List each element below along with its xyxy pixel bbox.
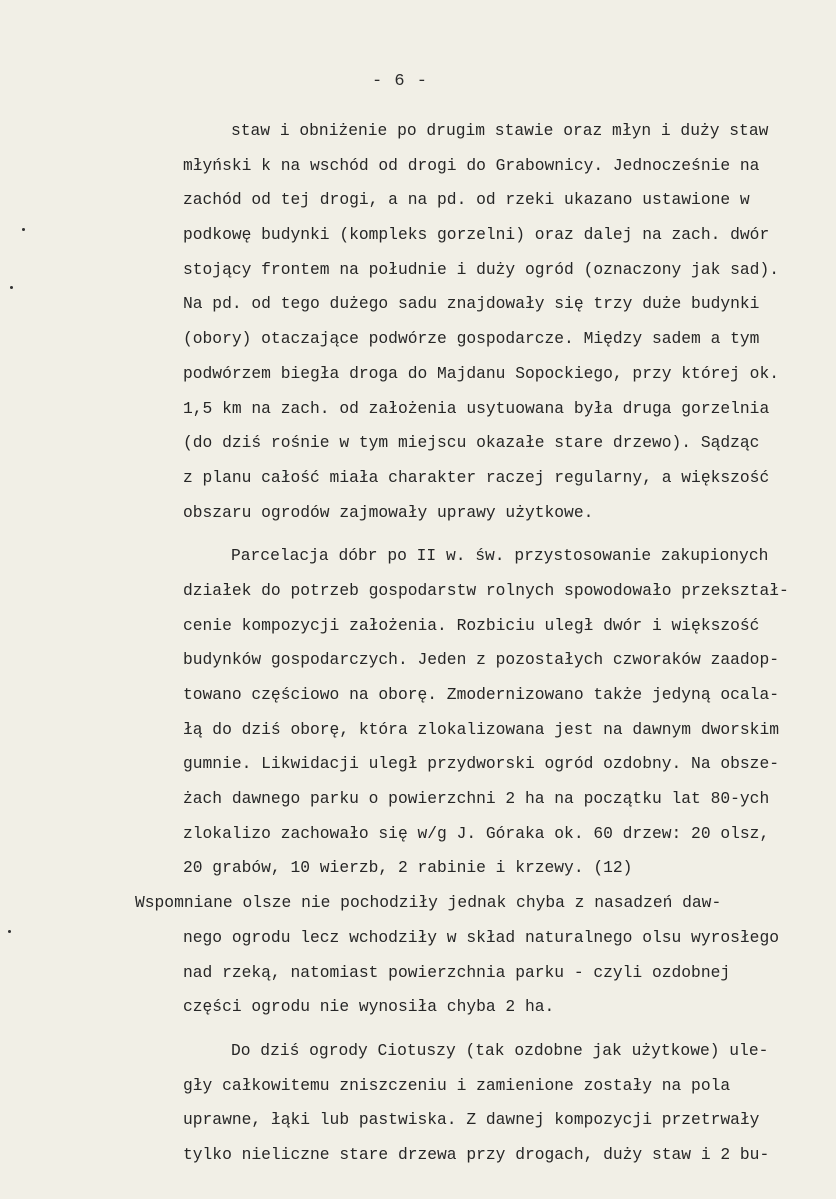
text-line: gły całkowitemu zniszczeniu i zamienione zostały na pola	[183, 1075, 731, 1095]
text-line: (obory) otaczające podwórze gospodarcze. Między sadem a tym	[183, 329, 760, 349]
text-line: z planu całość miała charakter raczej regularny, a większość	[183, 467, 770, 487]
text-line: młyński k na wschód od drogi do Grabownicy. Jednocześnie na	[183, 155, 760, 175]
text-line: łą do dziś oborę, która zlokalizowana jest na dawnym dworskim	[183, 719, 779, 739]
page-number: - 6 -	[371, 72, 428, 91]
margin-mark	[10, 286, 13, 289]
text-line: nego ogrodu lecz wchodziły w skład naturalnego olsu wyrosłego	[183, 927, 779, 947]
text-line: żach dawnego parku o powierzchni 2 ha na początku lat 80-ych	[183, 789, 770, 809]
text-line: tylko nieliczne stare drzewa przy drogach, duży staw i 2 bu-	[183, 1144, 770, 1164]
paragraph	[135, 539, 823, 1025]
margin-mark	[22, 228, 25, 231]
text-line: staw i obniżenie po drugim stawie oraz młyn i duży staw	[231, 121, 769, 140]
document-body	[135, 114, 823, 1173]
text-line: działek do potrzeb gospodarstw rolnych spowodowało przekształ-	[183, 580, 789, 600]
margin-mark	[8, 930, 11, 933]
text-line: Parcelacja dóbr po II w. św. przystosowanie zakupionych	[231, 546, 769, 566]
text-line: cenie kompozycji założenia. Rozbiciu uległ dwór i większość	[183, 615, 760, 635]
text-line: stojący frontem na południe i duży ogród (oznaczony jak sad).	[183, 259, 779, 279]
text-line: podkowę budynki (kompleks gorzelni) oraz dalej na zach. dwór	[183, 225, 770, 245]
text-line: nad rzeką, natomiast powierzchnia parku - czyli ozdobnej	[183, 962, 731, 982]
text-line: budynków gospodarczych. Jeden z pozostałych czworaków zaadop-	[183, 650, 779, 670]
text-line: gumnie. Likwidacji uległ przydworski ogród ozdobny. Na obsze-	[183, 754, 779, 774]
paragraph-gap	[183, 530, 823, 539]
text-line: 20 grabów, 10 wierzb, 2 rabinie i krzewy. (12)	[183, 858, 633, 878]
text-line: podwórzem biegła droga do Majdanu Sopockiego, przy której ok.	[183, 363, 779, 383]
paragraph	[183, 1034, 823, 1173]
text-line: Do dziś ogrody Ciotuszy (tak ozdobne jak użytkowe) ule-	[231, 1040, 769, 1060]
text-line: 1,5 km na zach. od założenia usytuowana była druga gorzelnia	[183, 398, 770, 418]
text-line: części ogrodu nie wynosiła chyba 2 ha.	[183, 997, 555, 1017]
text-line: zlokalizo zachowało się w/g J. Góraka ok. 60 drzew: 20 olsz,	[183, 823, 770, 843]
text-line: towano częściowo na oborę. Zmodernizowano także jedyną ocala-	[183, 685, 779, 704]
text-line: uprawne, łąki lub pastwiska. Z dawnej kompozycji przetrwały	[183, 1110, 760, 1130]
text-line: Na pd. od tego dużego sadu znajdowały się trzy duże budynki	[183, 294, 760, 314]
paragraph	[183, 114, 823, 530]
text-line: (do dziś rośnie w tym miejscu okazałe stare drzewo). Sądząc	[183, 433, 760, 453]
text-line: obszaru ogrodów zajmowały uprawy użytkowe.	[183, 502, 594, 522]
text-line: Wspomniane olsze nie pochodziły jednak chyba z nasadzeń daw-	[135, 893, 722, 913]
paragraph-gap	[183, 1025, 823, 1034]
text-line: zachód od tej drogi, a na pd. od rzeki ukazano ustawione w	[183, 190, 750, 210]
